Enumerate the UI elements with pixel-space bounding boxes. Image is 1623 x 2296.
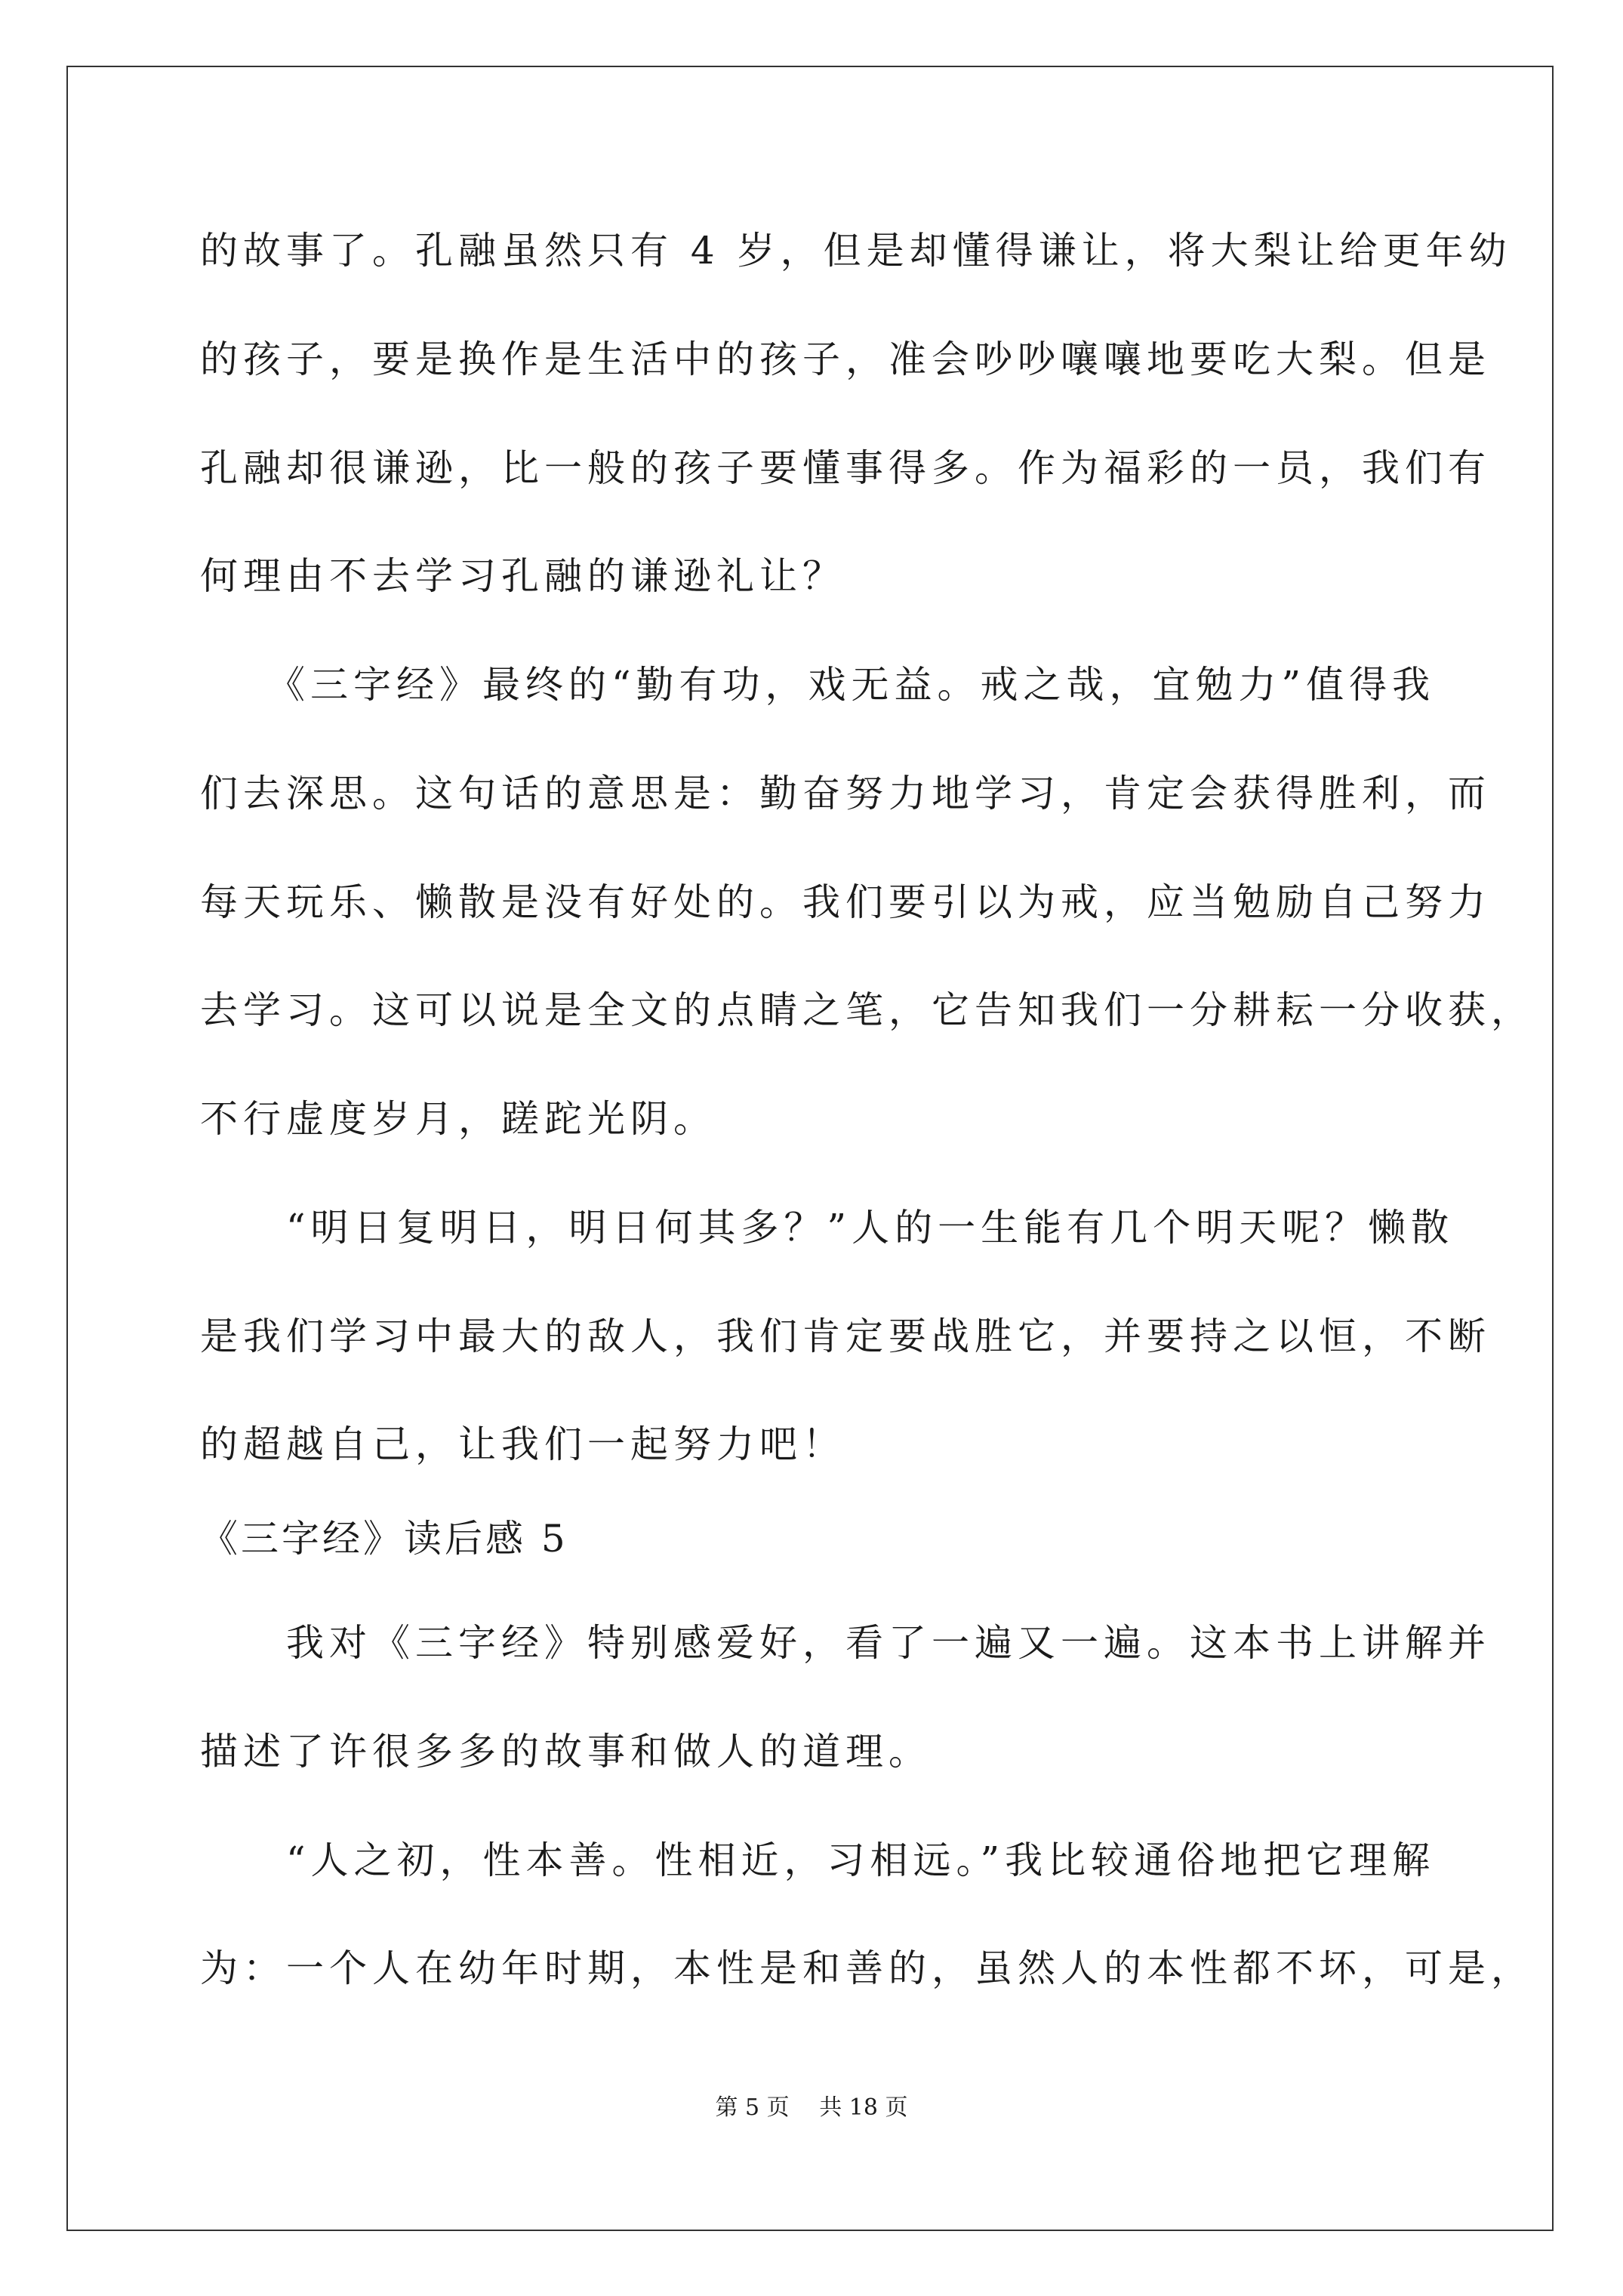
text-line: “人之初，性本善。性相近，习相远。”我比较通俗地把它理解 [200,1838,1436,1882]
page-frame [66,66,1554,2231]
text-line: 是我们学习中最大的敌人，我们肯定要战胜它，并要持之以恒，不断 [200,1314,1491,1358]
page-footer: 第 5 页 共 18 页 [715,2094,908,2121]
text-line: “明日复明日，明日何其多？”人的一生能有几个明天呢？懒散 [200,1206,1455,1250]
text-line: 《三字经》最终的“勤有功，戏无益。戒之哉，宜勉力”值得我 [200,663,1436,707]
text-line: 不行虚度岁月，蹉跎光阴。 [200,1097,716,1141]
text-line: 的孩子，要是换作是生活中的孩子，准会吵吵嚷嚷地要吃大梨。但是 [200,337,1491,381]
text-line: 每天玩乐、懒散是没有好处的。我们要引以为戒，应当勉励自己努力 [200,880,1491,924]
text-line: 描述了许很多多的故事和做人的道理。 [200,1730,932,1774]
text-line: 去学习。这可以说是全文的点睛之笔，它告知我们一分耕耘一分收获， [200,988,1534,1032]
text-line: 孔融却很谦逊，比一般的孩子要懂事得多。作为福彩的一员，我们有 [200,446,1491,490]
text-line: 我对《三字经》特别感爱好，看了一遍又一遍。这本书上讲解并 [200,1621,1491,1665]
text-line: 为：一个人在幼年时期，本性是和善的，虽然人的本性都不坏，可是， [200,1946,1534,1990]
section-heading: 《三字经》读后感 5 [200,1517,568,1561]
text-line: 的故事了。孔融虽然只有 4 岁，但是却懂得谦让，将大梨让给更年幼 [200,229,1512,273]
text-line: 们去深思。这句话的意思是：勤奋努力地学习，肯定会获得胜利，而 [200,772,1491,815]
text-line: 何理由不去学习孔融的谦逊礼让？ [200,554,845,598]
text-line: 的超越自己，让我们一起努力吧！ [200,1422,845,1466]
